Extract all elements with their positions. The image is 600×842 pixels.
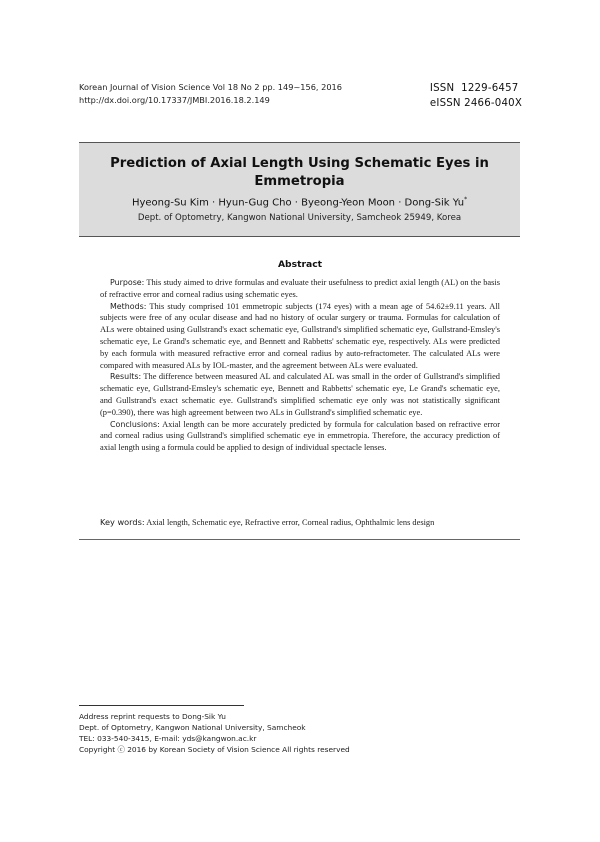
- methods-text: This study comprised 101 emmetropic subjects (174 eyes) with a mean age of 54.62±9.11 years. All subjects were free of any ocular disease and had no history of ocular surgery or trauma. Formulas for calculation of ALs were obtained using Gullstrand's exact schematic eye, Gullstrand's simplified schematic eye, Gullstrand-Emsley's schematic eye, Le Grand's schematic eye, and Bennett and Rabbetts' schematic eye, respectively. ALs were predicted by each formula with measured refractive error and corneal radius by auto-refractometer. The calculated ALs were compared with measured ALs by IOL-master, and the agreement between ALs were evaluated.: [100, 301, 500, 370]
- abstract-divider: [79, 539, 520, 540]
- footnote-contact-line: TEL: 033-540-3415, E-mail: yds@kangwon.ac.kr: [79, 734, 257, 743]
- results-text: The difference between measured AL and calculated AL was small in the order of Gullstrand's simplified schematic eye, Gullstrand-Emsley's schematic eye, Bennett and Rabbetts' schematic eye, Le Grand's schematic eye, and Gullstrand's exact schematic eye. Gullstrand's simplified schematic eye only was not statistically significant (p=0.390), there was high agreement between two ALs in Gullstrand's simplified schematic eye.: [100, 372, 500, 417]
- issn: ISSN 1229-6457: [429, 83, 519, 94]
- corresponding-mark: *: [464, 196, 468, 203]
- abstract-methods: [100, 301, 500, 372]
- eissn: eISSN 2466-040X: [429, 98, 522, 109]
- keywords: [100, 517, 510, 527]
- methods-label: Methods:: [110, 301, 147, 311]
- journal-citation: Korean Journal of Vision Science Vol 18 No 2 pp. 149~156, 2016: [79, 82, 342, 92]
- doi-link[interactable]: http://dx.doi.org/10.17337/JMBI.2016.18.2.149: [79, 95, 270, 105]
- issn-block: [430, 81, 522, 111]
- abstract-body: [100, 277, 500, 454]
- abstract-purpose: [100, 277, 500, 301]
- journal-header: [79, 81, 342, 107]
- abstract-heading: Abstract: [277, 259, 323, 270]
- keywords-text: Axial length, Schematic eye, Refractive error, Corneal radius, Ophthalmic lens design: [144, 518, 435, 527]
- conclusions-text: Axial length can be more accurately predicted by formula for calculation based on refractive error and corneal radius using Gullstrand's simplified schematic eye in emmetropia. Therefore, the accuracy prediction of axial length using a formula could be applied to design of individual spectacle lenses.: [100, 419, 500, 453]
- footnote-divider: [79, 705, 244, 706]
- purpose-text: This study aimed to drive formulas and evaluate their usefulness to predict axial length (AL) on the basis of refractive error and corneal radius using schematic eyes.: [100, 278, 500, 299]
- title-line-1: Prediction of Axial Length Using Schematic Eyes in: [110, 156, 489, 171]
- footnote: [79, 711, 350, 755]
- footnote-copyright-line: Copyright ⓒ 2016 by Korean Society of Vision Science All rights reserved: [79, 745, 350, 754]
- title-line-2: Emmetropia: [254, 174, 345, 189]
- footnote-dept-line: Dept. of Optometry, Kangwon National University, Samcheok: [79, 723, 306, 732]
- paper-title: [79, 155, 520, 191]
- results-label: Results:: [110, 372, 142, 382]
- footnote-address-line: Address reprint requests to Dong-Sik Yu: [79, 712, 226, 721]
- author-list: [79, 196, 520, 208]
- title-box: [79, 142, 520, 237]
- abstract-results: [100, 371, 500, 418]
- abstract-conclusions: [100, 419, 500, 454]
- keywords-label: Key words:: [100, 517, 145, 527]
- author-names: Hyeong-Su Kim · Hyun-Gug Cho · Byeong-Yeon Moon · Dong-Sik Yu: [131, 197, 465, 209]
- conclusions-label: Conclusions:: [110, 419, 160, 429]
- affiliation: Dept. of Optometry, Kangwon National University, Samcheok 25949, Korea: [137, 213, 462, 224]
- purpose-label: Purpose:: [110, 278, 145, 287]
